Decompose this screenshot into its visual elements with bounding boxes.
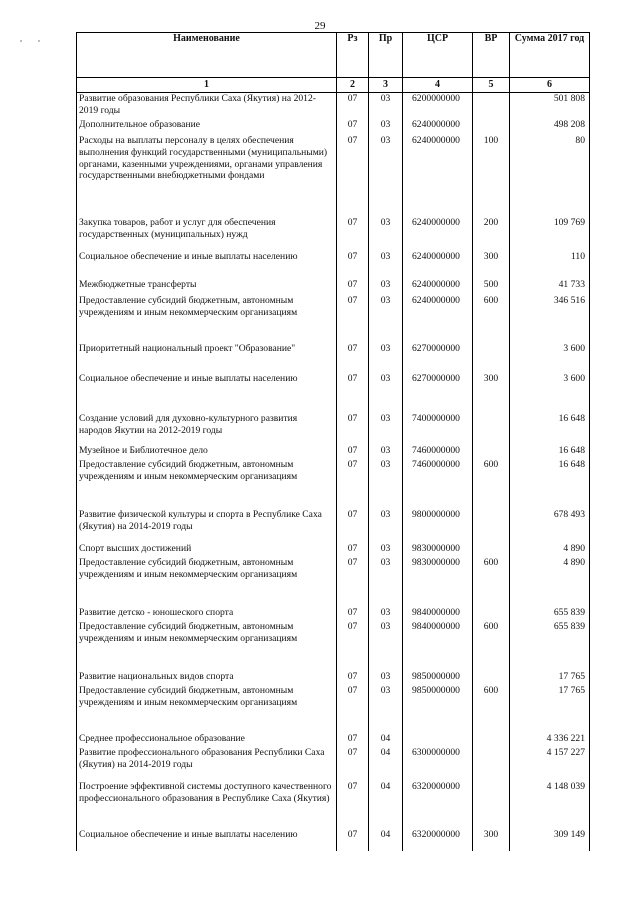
row-name: Приоритетный национальный проект "Образование" <box>77 343 337 373</box>
row-csr: 6240000000 <box>403 295 473 343</box>
row-csr <box>403 733 473 747</box>
row-sum: 346 516 <box>510 295 590 343</box>
row-sum: 109 769 <box>510 217 590 251</box>
row-name: Построение эффективной системы доступного качественного профессионального образования в Республике Саха (Якутия) <box>77 781 337 829</box>
row-csr: 9840000000 <box>403 621 473 671</box>
row-name: Предоставление субсидий бюджетным, автономным учреждениям и иным некоммерческим организациям <box>77 621 337 671</box>
row-name: Социальное обеспечение и иные выплаты населению <box>77 251 337 279</box>
row-csr: 9830000000 <box>403 557 473 607</box>
table-row <box>77 747 590 781</box>
table-row <box>77 445 590 459</box>
row-rz: 07 <box>337 343 369 373</box>
row-rz: 07 <box>337 607 369 621</box>
row-vr <box>473 509 510 543</box>
row-csr: 7400000000 <box>403 413 473 445</box>
row-rz: 07 <box>337 413 369 445</box>
column-number: 3 <box>369 78 403 93</box>
table-row <box>77 279 590 295</box>
row-name: Развитие образования Республики Саха (Якутия) на 2012-2019 годы <box>77 93 337 120</box>
row-name: Межбюджетные трансферты <box>77 279 337 295</box>
row-csr: 6270000000 <box>403 373 473 413</box>
row-sum: 4 890 <box>510 557 590 607</box>
row-sum: 655 839 <box>510 621 590 671</box>
row-vr <box>473 733 510 747</box>
table-row <box>77 733 590 747</box>
table-row <box>77 459 590 509</box>
row-sum: 41 733 <box>510 279 590 295</box>
row-pr: 03 <box>369 279 403 295</box>
row-pr: 03 <box>369 373 403 413</box>
row-sum: 16 648 <box>510 445 590 459</box>
row-sum: 4 336 221 <box>510 733 590 747</box>
row-csr: 6240000000 <box>403 135 473 217</box>
row-vr <box>473 413 510 445</box>
column-number: 4 <box>403 78 473 93</box>
row-csr: 7460000000 <box>403 459 473 509</box>
row-csr: 9850000000 <box>403 671 473 685</box>
row-rz: 07 <box>337 781 369 829</box>
row-vr <box>473 445 510 459</box>
row-vr: 600 <box>473 621 510 671</box>
row-pr: 03 <box>369 217 403 251</box>
row-name: Развитие детско - юношеского спорта <box>77 607 337 621</box>
row-name: Дополнительное образование <box>77 119 337 135</box>
row-vr: 300 <box>473 373 510 413</box>
row-vr <box>473 747 510 781</box>
row-name: Социальное обеспечение и иные выплаты населению <box>77 829 337 851</box>
row-vr: 300 <box>473 829 510 851</box>
budget-table <box>76 32 590 851</box>
column-number-row <box>77 78 590 93</box>
table-row <box>77 671 590 685</box>
row-pr: 03 <box>369 459 403 509</box>
header-row <box>77 33 590 78</box>
page-number: 29 <box>314 20 326 32</box>
row-name: Предоставление субсидий бюджетным, автономным учреждениям и иным некоммерческим организациям <box>77 295 337 343</box>
row-csr: 6200000000 <box>403 93 473 120</box>
row-rz: 07 <box>337 671 369 685</box>
row-pr: 03 <box>369 295 403 343</box>
column-number: 1 <box>77 78 337 93</box>
row-sum: 3 600 <box>510 343 590 373</box>
row-csr: 9850000000 <box>403 685 473 733</box>
row-name: Закупка товаров, работ и услуг для обеспечения государственных (муниципальных) нужд <box>77 217 337 251</box>
row-name: Создание условий для духовно-культурного развития народов Якутии на 2012-2019 годы <box>77 413 337 445</box>
table-row <box>77 829 590 851</box>
row-sum: 110 <box>510 251 590 279</box>
row-vr <box>473 343 510 373</box>
row-sum: 4 890 <box>510 543 590 557</box>
row-sum: 4 157 227 <box>510 747 590 781</box>
row-csr: 6240000000 <box>403 119 473 135</box>
row-vr <box>473 607 510 621</box>
row-rz: 07 <box>337 445 369 459</box>
row-rz: 07 <box>337 135 369 217</box>
row-rz: 07 <box>337 509 369 543</box>
row-vr <box>473 543 510 557</box>
row-name: Развитие физической культуры и спорта в Республике Саха (Якутия) на 2014-2019 годы <box>77 509 337 543</box>
table-row <box>77 781 590 829</box>
row-csr: 6300000000 <box>403 747 473 781</box>
header-sum: Сумма 2017 год <box>510 33 590 78</box>
table-row <box>77 93 590 120</box>
row-csr: 6240000000 <box>403 217 473 251</box>
row-rz: 07 <box>337 829 369 851</box>
row-vr: 200 <box>473 217 510 251</box>
row-csr: 6320000000 <box>403 781 473 829</box>
row-vr: 600 <box>473 295 510 343</box>
row-name: Предоставление субсидий бюджетным, автономным учреждениям и иным некоммерческим организациям <box>77 685 337 733</box>
table-row <box>77 119 590 135</box>
table-row <box>77 685 590 733</box>
header-rz: Рз <box>337 33 369 78</box>
row-name: Развитие профессионального образования Республики Саха (Якутия) на 2014-2019 годы <box>77 747 337 781</box>
table-row <box>77 343 590 373</box>
scan-noise-dots <box>20 40 50 44</box>
row-csr: 9800000000 <box>403 509 473 543</box>
row-vr <box>473 671 510 685</box>
header-vr: ВР <box>473 33 510 78</box>
row-sum: 678 493 <box>510 509 590 543</box>
row-rz: 07 <box>337 543 369 557</box>
row-pr: 03 <box>369 343 403 373</box>
row-csr: 6270000000 <box>403 343 473 373</box>
row-vr <box>473 119 510 135</box>
table-row <box>77 251 590 279</box>
table-row <box>77 607 590 621</box>
row-sum: 17 765 <box>510 685 590 733</box>
row-rz: 07 <box>337 373 369 413</box>
row-rz: 07 <box>337 685 369 733</box>
row-name: Социальное обеспечение и иные выплаты населению <box>77 373 337 413</box>
row-sum: 4 148 039 <box>510 781 590 829</box>
row-pr: 04 <box>369 781 403 829</box>
row-vr: 600 <box>473 557 510 607</box>
table-row <box>77 621 590 671</box>
table-row <box>77 373 590 413</box>
row-rz: 07 <box>337 279 369 295</box>
row-pr: 03 <box>369 557 403 607</box>
row-rz: 07 <box>337 621 369 671</box>
row-sum: 501 808 <box>510 93 590 120</box>
row-pr: 03 <box>369 543 403 557</box>
table-row <box>77 543 590 557</box>
row-csr: 6240000000 <box>403 251 473 279</box>
row-pr: 04 <box>369 747 403 781</box>
row-pr: 03 <box>369 413 403 445</box>
table-row <box>77 413 590 445</box>
row-sum: 80 <box>510 135 590 217</box>
row-rz: 07 <box>337 747 369 781</box>
row-name: Развитие национальных видов спорта <box>77 671 337 685</box>
row-rz: 07 <box>337 295 369 343</box>
row-pr: 03 <box>369 135 403 217</box>
table-row <box>77 509 590 543</box>
row-pr: 04 <box>369 829 403 851</box>
row-rz: 07 <box>337 459 369 509</box>
table-row <box>77 557 590 607</box>
row-vr: 600 <box>473 459 510 509</box>
row-csr: 6240000000 <box>403 279 473 295</box>
column-number: 6 <box>510 78 590 93</box>
row-pr: 03 <box>369 607 403 621</box>
header-pr: Пр <box>369 33 403 78</box>
row-rz: 07 <box>337 557 369 607</box>
row-pr: 03 <box>369 671 403 685</box>
row-pr: 03 <box>369 621 403 671</box>
row-sum: 16 648 <box>510 413 590 445</box>
column-number: 5 <box>473 78 510 93</box>
table-row <box>77 295 590 343</box>
row-csr: 6320000000 <box>403 829 473 851</box>
row-name: Музейное и Библиотечное дело <box>77 445 337 459</box>
row-rz: 07 <box>337 733 369 747</box>
row-pr: 03 <box>369 251 403 279</box>
row-csr: 7460000000 <box>403 445 473 459</box>
table-row <box>77 135 590 217</box>
row-name: Расходы на выплаты персоналу в целях обеспечения выполнения функций государственными (муниципальными) органами, казенными учреждениями, органами управления государственными внебюджетными фондами <box>77 135 337 217</box>
row-sum: 498 208 <box>510 119 590 135</box>
row-pr: 03 <box>369 445 403 459</box>
row-rz: 07 <box>337 217 369 251</box>
row-name: Спорт высших достижений <box>77 543 337 557</box>
header-csr: ЦСР <box>403 33 473 78</box>
row-vr: 300 <box>473 251 510 279</box>
row-sum: 309 149 <box>510 829 590 851</box>
row-pr: 03 <box>369 685 403 733</box>
row-pr: 03 <box>369 93 403 120</box>
row-vr <box>473 93 510 120</box>
row-name: Среднее профессиональное образование <box>77 733 337 747</box>
row-rz: 07 <box>337 119 369 135</box>
row-vr: 600 <box>473 685 510 733</box>
table-row <box>77 217 590 251</box>
row-csr: 9830000000 <box>403 543 473 557</box>
row-sum: 655 839 <box>510 607 590 621</box>
row-name: Предоставление субсидий бюджетным, автономным учреждениям и иным некоммерческим организациям <box>77 557 337 607</box>
row-pr: 03 <box>369 119 403 135</box>
row-rz: 07 <box>337 93 369 120</box>
row-name: Предоставление субсидий бюджетным, автономным учреждениям и иным некоммерческим организациям <box>77 459 337 509</box>
header-name: Наименование <box>77 33 337 78</box>
row-vr <box>473 781 510 829</box>
row-sum: 16 648 <box>510 459 590 509</box>
row-pr: 03 <box>369 509 403 543</box>
row-pr: 04 <box>369 733 403 747</box>
row-vr: 500 <box>473 279 510 295</box>
row-csr: 9840000000 <box>403 607 473 621</box>
row-vr: 100 <box>473 135 510 217</box>
row-sum: 17 765 <box>510 671 590 685</box>
column-number: 2 <box>337 78 369 93</box>
row-rz: 07 <box>337 251 369 279</box>
row-sum: 3 600 <box>510 373 590 413</box>
